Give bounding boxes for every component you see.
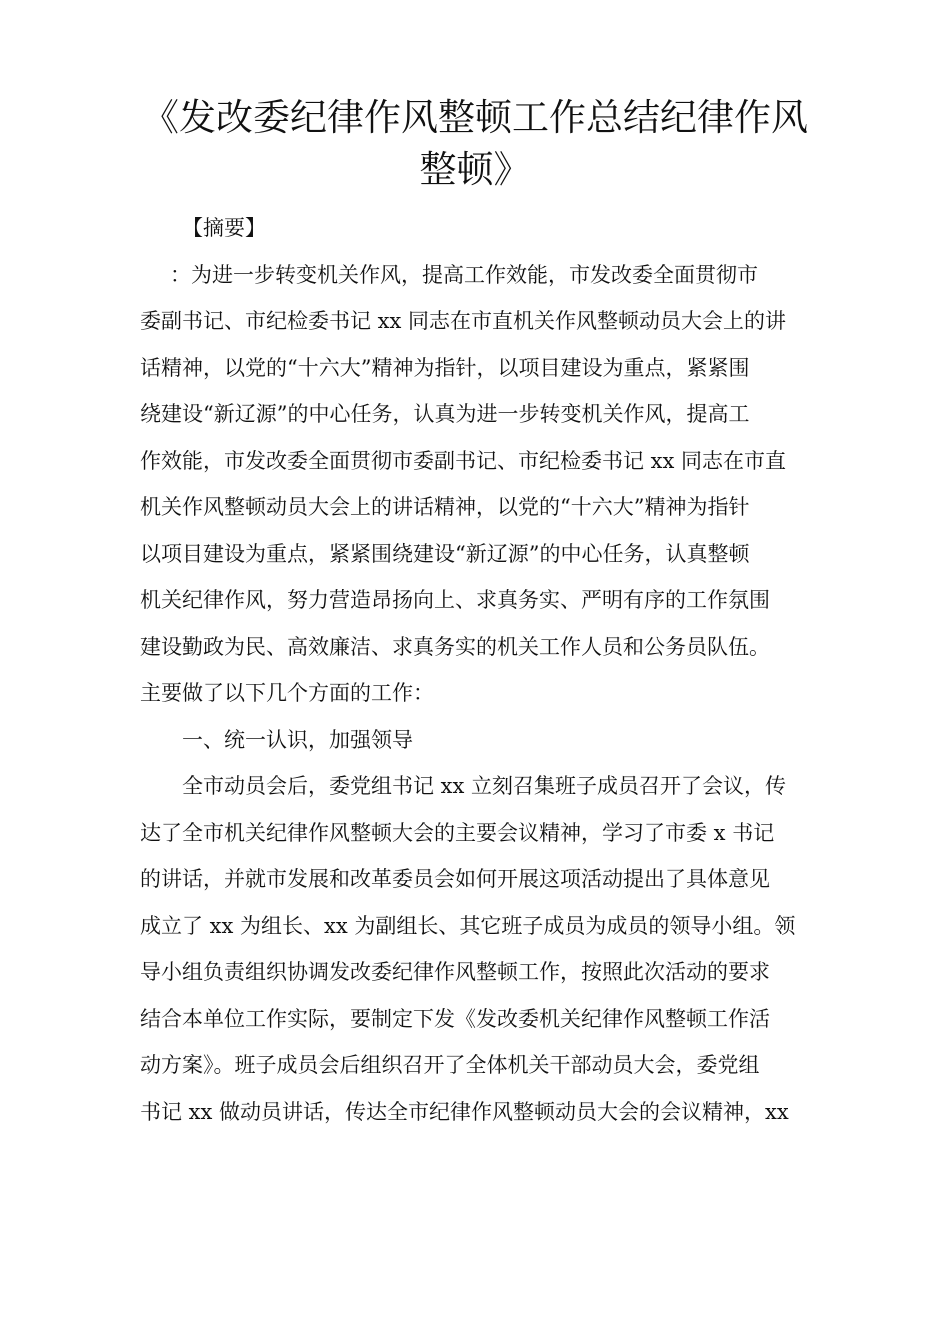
document-body <box>140 205 820 1135</box>
text-line: ：为进一步转变机关作风，提高工作效能，市发改委全面贯彻市 <box>170 262 758 287</box>
section-heading: 一、统一认识，加强领导 <box>182 727 413 752</box>
text-line: 以项目建设为重点，紧紧围绕建设“新辽源”的中心任务，认真整顿 <box>140 541 750 566</box>
text-line: 成立了 xx 为组长、xx 为副组长、其它班子成员为成员的领导小组。领 <box>140 913 796 938</box>
text-line: 绕建设“新辽源”的中心任务，认真为进一步转变机关作风，提高工 <box>140 402 750 426</box>
text-line: 主要做了以下几个方面的工作： <box>140 681 434 705</box>
text-line: 作效能，市发改委全面贯彻市委副书记、市纪检委书记 xx 同志在市直 <box>140 448 787 473</box>
title-line-1: 《发改委纪律作风整顿工作总结纪律作风 <box>142 96 808 139</box>
title-line-2: 整顿》 <box>419 148 531 191</box>
document-title <box>100 92 850 196</box>
text-line: 动方案》。班子成员会后组织召开了全体机关干部动员大会，委党组 <box>140 1053 760 1077</box>
text-line: 建设勤政为民、高效廉洁、求真务实的机关工作人员和公务员队伍。 <box>140 634 770 659</box>
text-line: 全市动员会后，委党组书记 xx 立刻召集班子成员召开了会议，传 <box>182 774 787 798</box>
text-line: 书记 xx 做动员讲话，传达全市纪律作风整顿动员大会的会议精神，xx <box>140 1099 789 1124</box>
text-line: 话精神，以党的“十六大”精神为指针，以项目建设为重点，紧紧围 <box>140 355 750 380</box>
text-line: 的讲话，并就市发展和改革委员会如何开展这项活动提出了具体意见 <box>140 867 770 891</box>
abstract-heading: 【摘要】 <box>182 216 266 240</box>
text-line: 机关纪律作风，努力营造昂扬向上、求真务实、严明有序的工作氛围 <box>140 588 770 612</box>
text-line: 结合本单位工作实际，要制定下发《发改委机关纪律作风整顿工作活 <box>140 1006 770 1031</box>
text-line: 导小组负责组织协调发改委纪律作风整顿工作，按照此次活动的要求 <box>140 960 770 984</box>
text-line: 达了全市机关纪律作风整顿大会的主要会议精神，学习了市委 x 书记 <box>140 820 775 845</box>
text-line: 委副书记、市纪检委书记 xx 同志在市直机关作风整顿动员大会上的讲 <box>140 309 787 333</box>
text-line: 机关作风整顿动员大会上的讲话精神，以党的“十六大”精神为指针 <box>140 495 750 519</box>
